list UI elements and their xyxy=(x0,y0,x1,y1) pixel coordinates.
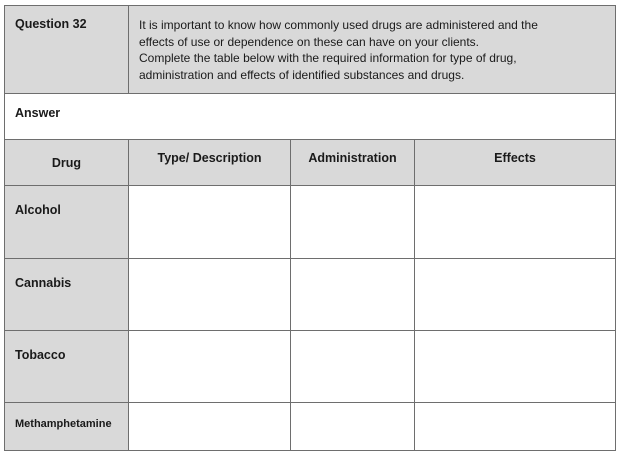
header-administration: Administration xyxy=(291,140,415,186)
question-row xyxy=(5,6,616,94)
type-description-cell[interactable] xyxy=(129,331,291,403)
type-description-cell[interactable] xyxy=(129,186,291,259)
effects-cell[interactable] xyxy=(415,186,616,259)
header-effects: Effects xyxy=(415,140,616,186)
drug-name: Methamphetamine xyxy=(5,403,129,451)
header-drug: Drug xyxy=(5,140,129,186)
table-row xyxy=(5,403,616,451)
effects-cell[interactable] xyxy=(415,331,616,403)
effects-cell[interactable] xyxy=(415,403,616,451)
administration-cell[interactable] xyxy=(291,259,415,331)
question-text-line: effects of use or dependence on these can have on your clients. xyxy=(139,34,480,49)
type-description-cell[interactable] xyxy=(129,259,291,331)
administration-cell[interactable] xyxy=(291,331,415,403)
table-row xyxy=(5,331,616,403)
question-text-line: It is important to know how commonly used drugs are administered and the xyxy=(139,18,538,32)
administration-cell[interactable] xyxy=(291,186,415,259)
question-table xyxy=(4,5,616,451)
answer-row xyxy=(5,94,616,140)
question-text-line: administration and effects of identified substances and drugs. xyxy=(139,67,465,82)
header-type-description: Type/ Description xyxy=(129,140,291,186)
table-row xyxy=(5,186,616,259)
question-label: Question 32 xyxy=(5,6,129,94)
drug-name: Cannabis xyxy=(5,259,129,331)
question-text-line: Complete the table below with the required information for type of drug, xyxy=(139,51,517,65)
question-text xyxy=(129,6,616,94)
table-row xyxy=(5,259,616,331)
administration-cell[interactable] xyxy=(291,403,415,451)
type-description-cell[interactable] xyxy=(129,403,291,451)
table-header-row xyxy=(5,140,616,186)
effects-cell[interactable] xyxy=(415,259,616,331)
drug-name: Tobacco xyxy=(5,331,129,403)
answer-label: Answer xyxy=(5,94,616,140)
drug-name: Alcohol xyxy=(5,186,129,259)
